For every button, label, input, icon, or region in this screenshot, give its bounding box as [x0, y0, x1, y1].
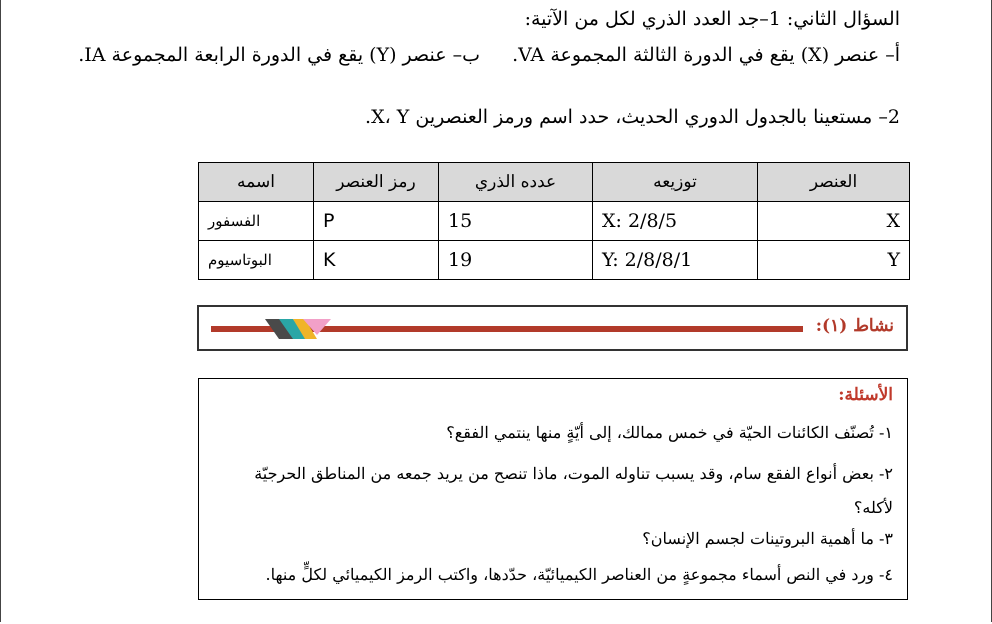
activity-banner: [197, 305, 908, 351]
cell-name: الفسفور: [199, 202, 314, 241]
header-distribution: توزيعه: [593, 163, 758, 202]
question-title: السؤال الثاني: 1–جد العدد الذري لكل من الآتية:: [524, 8, 900, 30]
question-item: ١- تُصنّف الكائنات الحيّة في خمس ممالك، إلى أيّةٍ منها ينتمي الفقع؟: [446, 423, 893, 442]
part-a-text: أ– عنصر (X) يقع في الدورة الثالثة المجموعة VA.: [512, 44, 900, 66]
questions-title: الأسئلة:: [838, 385, 893, 405]
table-row: [199, 241, 910, 280]
part-b-text: ب– عنصر (Y) يقع في الدورة الرابعة المجموعة IA.: [78, 44, 481, 66]
question-item: ٣- ما أهمية البروتينات لجسم الإنسان؟: [642, 529, 893, 548]
activity-label: نشاط (١):: [815, 316, 894, 336]
cell-atomic-number: 19: [439, 241, 593, 280]
sub-question-2: 2– مستعينا بالجدول الدوري الحديث، حدد اسم ورمز العنصرين X، Y.: [365, 106, 900, 128]
cell-element: Y: [758, 241, 910, 280]
elements-table: [198, 162, 910, 280]
header-name: اسمه: [199, 163, 314, 202]
questions-box: [198, 378, 908, 600]
question-item: ٤- ورد في النص أسماء مجموعةٍ من العناصر الكيميائيّة، حدّدها، واكتب الرمز الكيميائي لكلٍّ منها.: [265, 565, 893, 584]
header-atomic-number: عدده الذري: [439, 163, 593, 202]
cell-name: البوتاسيوم: [199, 241, 314, 280]
activity-decoration-icon: [211, 317, 803, 341]
cell-symbol: P: [314, 202, 439, 241]
cell-distribution: Y: 2/8/8/1: [593, 241, 758, 280]
cell-symbol: K: [314, 241, 439, 280]
table-row: [199, 202, 910, 241]
header-element: العنصر: [758, 163, 910, 202]
cell-element: X: [758, 202, 910, 241]
question-item: ٢- بعض أنواع الفقع سام، وقد يسبب تناوله الموت، ماذا تنصح من يريد جمعه من المناطق الحرجيّة لأكله؟: [254, 464, 893, 517]
cell-distribution: X: 2/8/5: [593, 202, 758, 241]
question-parts: [78, 44, 900, 66]
cell-atomic-number: 15: [439, 202, 593, 241]
header-symbol: رمز العنصر: [314, 163, 439, 202]
table-header-row: [199, 163, 910, 202]
